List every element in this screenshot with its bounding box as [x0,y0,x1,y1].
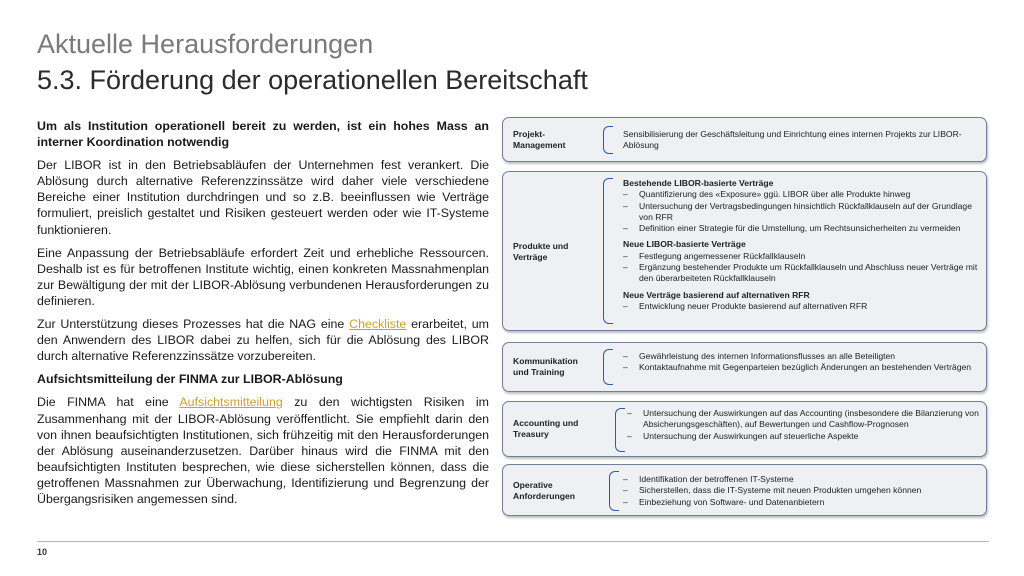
dash-bullet: – [627,430,632,441]
subheading-neue-rfr: Neue Verträge basierend auf alternativen RFR [623,289,810,300]
checkliste-text-after: erarbeitet, um den Anwendern des LIBOR dabei zu helfen, sich für die Ablösung des LIBOR durch alternative Referenzzinssätze vorzubereiten. [37,317,489,364]
list-item: – Quantifizierung des «Exposure» ggü. LIBOR über alle Produkte hinweg [623,189,911,200]
dash-bullet: – [627,408,632,418]
dash-bullet: – [623,262,628,273]
list-item: – Untersuchung der Auswirkungen auf das Accounting (insbesondere die Bilanzierung von Absicherungsgeschäften), auf Bewertungen und Cashflow-Prognosen [627,408,979,430]
subheading-bestehende: Bestehende LIBOR-basierte Verträge [623,178,774,188]
slide-title: Aktuelle Herausforderungen [37,29,374,59]
dash-bullet: – [623,200,628,211]
list-item: – Untersuchung der Auswirkungen auf steuerliche Aspekte [627,430,859,441]
dash-bullet: – [623,351,628,361]
dash-bullet: – [623,496,628,507]
subheading-neue-libor: Neue LIBOR-basierte Verträge [623,239,746,250]
list-item: – Festlegung angemessener Rückfallklauseln [623,250,806,261]
box-content-accounting [627,408,982,442]
box-content-produkte-vertraege [623,178,978,312]
box-produkte-vertraege [502,171,987,331]
left-text-column [37,118,489,514]
dash-bullet: – [623,250,628,261]
bracket-icon [603,178,613,324]
dash-bullet: – [623,223,628,234]
box-projekt-management [502,117,987,162]
box-label-kommunikation: Kommunikation und Training [513,356,578,377]
bracket-icon [603,349,613,385]
dash-bullet: – [623,300,628,311]
dash-bullet: – [623,474,628,484]
paragraph-checkliste [37,316,489,364]
bracket-icon [603,126,613,154]
list-item: – Gewährleistung des internen Informationsflusses an alle Beteiligten [623,351,896,361]
dash-bullet: – [623,485,628,496]
finma-heading: Aufsichtsmitteilung der FINMA zur LIBOR-Ablösung [37,372,343,387]
box-content-kommunikation [623,351,978,374]
list-item: – Definition einer Strategie für die Umstellung, um Rechtsunsicherheiten zu vermeiden [623,223,961,234]
checkliste-text-before: Zur Unterstützung dieses Prozesses hat die NAG eine [37,317,350,332]
box-label-accounting: Accounting und Treasury [513,418,579,439]
dash-bullet: – [623,189,628,200]
slide-subtitle: 5.3. Förderung der operationellen Bereitschaft [37,65,588,95]
box-label-produkte-vertraege: Produkte und Verträge [513,241,569,262]
box-kommunikation-training [502,342,987,392]
list-item: – Kontaktaufnahme mit Gegenparteien bezüglich Änderungen an bestehenden Verträgen [623,362,972,373]
finma-text-before: Die FINMA hat eine [37,395,180,410]
box-label-projekt-management: Projekt- Management [513,129,566,150]
bracket-icon [615,408,625,452]
list-item: – Einbeziehung von Software- und Datenanbietern [623,496,825,507]
list-item: – Sicherstellen, dass die IT-Systeme mit neuen Produkten umgehen können [623,485,922,496]
paragraph-finma [37,394,489,507]
paragraph-anpassung: Eine Anpassung der Betriebsabläufe erfordert Zeit und erhebliche Ressourcen. Deshalb ist es für betroffenen Institute wichtig, einen konkreten Massnahmenplan zur Bewältigung der mit der LIBOR-Ablösung verbundenen Herausforderungen zu definieren. [37,245,489,308]
finma-text-after: zu den wichtigsten Risiken im Zusammenhang mit der LIBOR-Ablösung veröffentlicht. Sie empfiehlt darin den von ihnen beaufsichtigten Institutionen, sich frühzeitig mit den Herausforderungen der Ablösung auseinanderzusetzen. Darüber hinaus wird die FINMA mit den beaufsichtigten Instituten besprechen, wie diese sicherstellen können, dass die getroffenen Massnahmen zur Überwachung, Identifizierung und Begrenzung der Übergangsrisiken angemessen sind. [37,395,489,506]
intro-heading: Um als Institution operationell bereit zu werden, ist ein hohes Mass an interner Koordination notwendig [37,119,489,150]
box-label-operative: Operative Anforderungen [513,480,576,501]
box-operative-anforderungen [502,464,987,516]
aufsichtsmitteilung-link[interactable]: Aufsichtsmitteilung [179,395,283,410]
list-item: – Entwicklung neuer Produkte basierend auf alternativen RFR [623,300,868,311]
list-item: – Ergänzung bestehender Produkte um Rückfallklauseln und Abschluss neuer Verträge mit den überarbeiteten Rückfallklauseln [623,262,978,284]
box-content-operative [623,474,978,508]
paragraph-libor-betrieb: Der LIBOR ist in den Betriebsabläufen der Unternehmen fest verankert. Die Ablösung durch alternative Referenzzinssätze wird daher viele verschiedene Bereiche einer Institution durchdringen und so z.B. beeinflussen wie Verträge formuliert, preislich gestaltet und Risiken gesteuert werden oder wie IT-Systeme funktionieren. [37,158,489,237]
page-number: 10 [37,547,48,557]
bracket-icon [609,471,619,511]
dash-bullet: – [623,362,628,373]
footer-divider [37,541,989,542]
box-content-projekt-management: Sensibilisierung der Geschäftsleitung und Einrichtung eines internen Projekts zur LIBOR-Ablösung [623,129,962,151]
list-item: – Untersuchung der Vertragsbedingungen hinsichtlich Rückfallklauseln auf der Grundlage von RFR [623,200,972,222]
list-item: – Identifikation der betroffenen IT-Systeme [623,474,794,484]
box-accounting-treasury [502,401,987,457]
checkliste-link[interactable]: Checkliste [349,317,407,332]
